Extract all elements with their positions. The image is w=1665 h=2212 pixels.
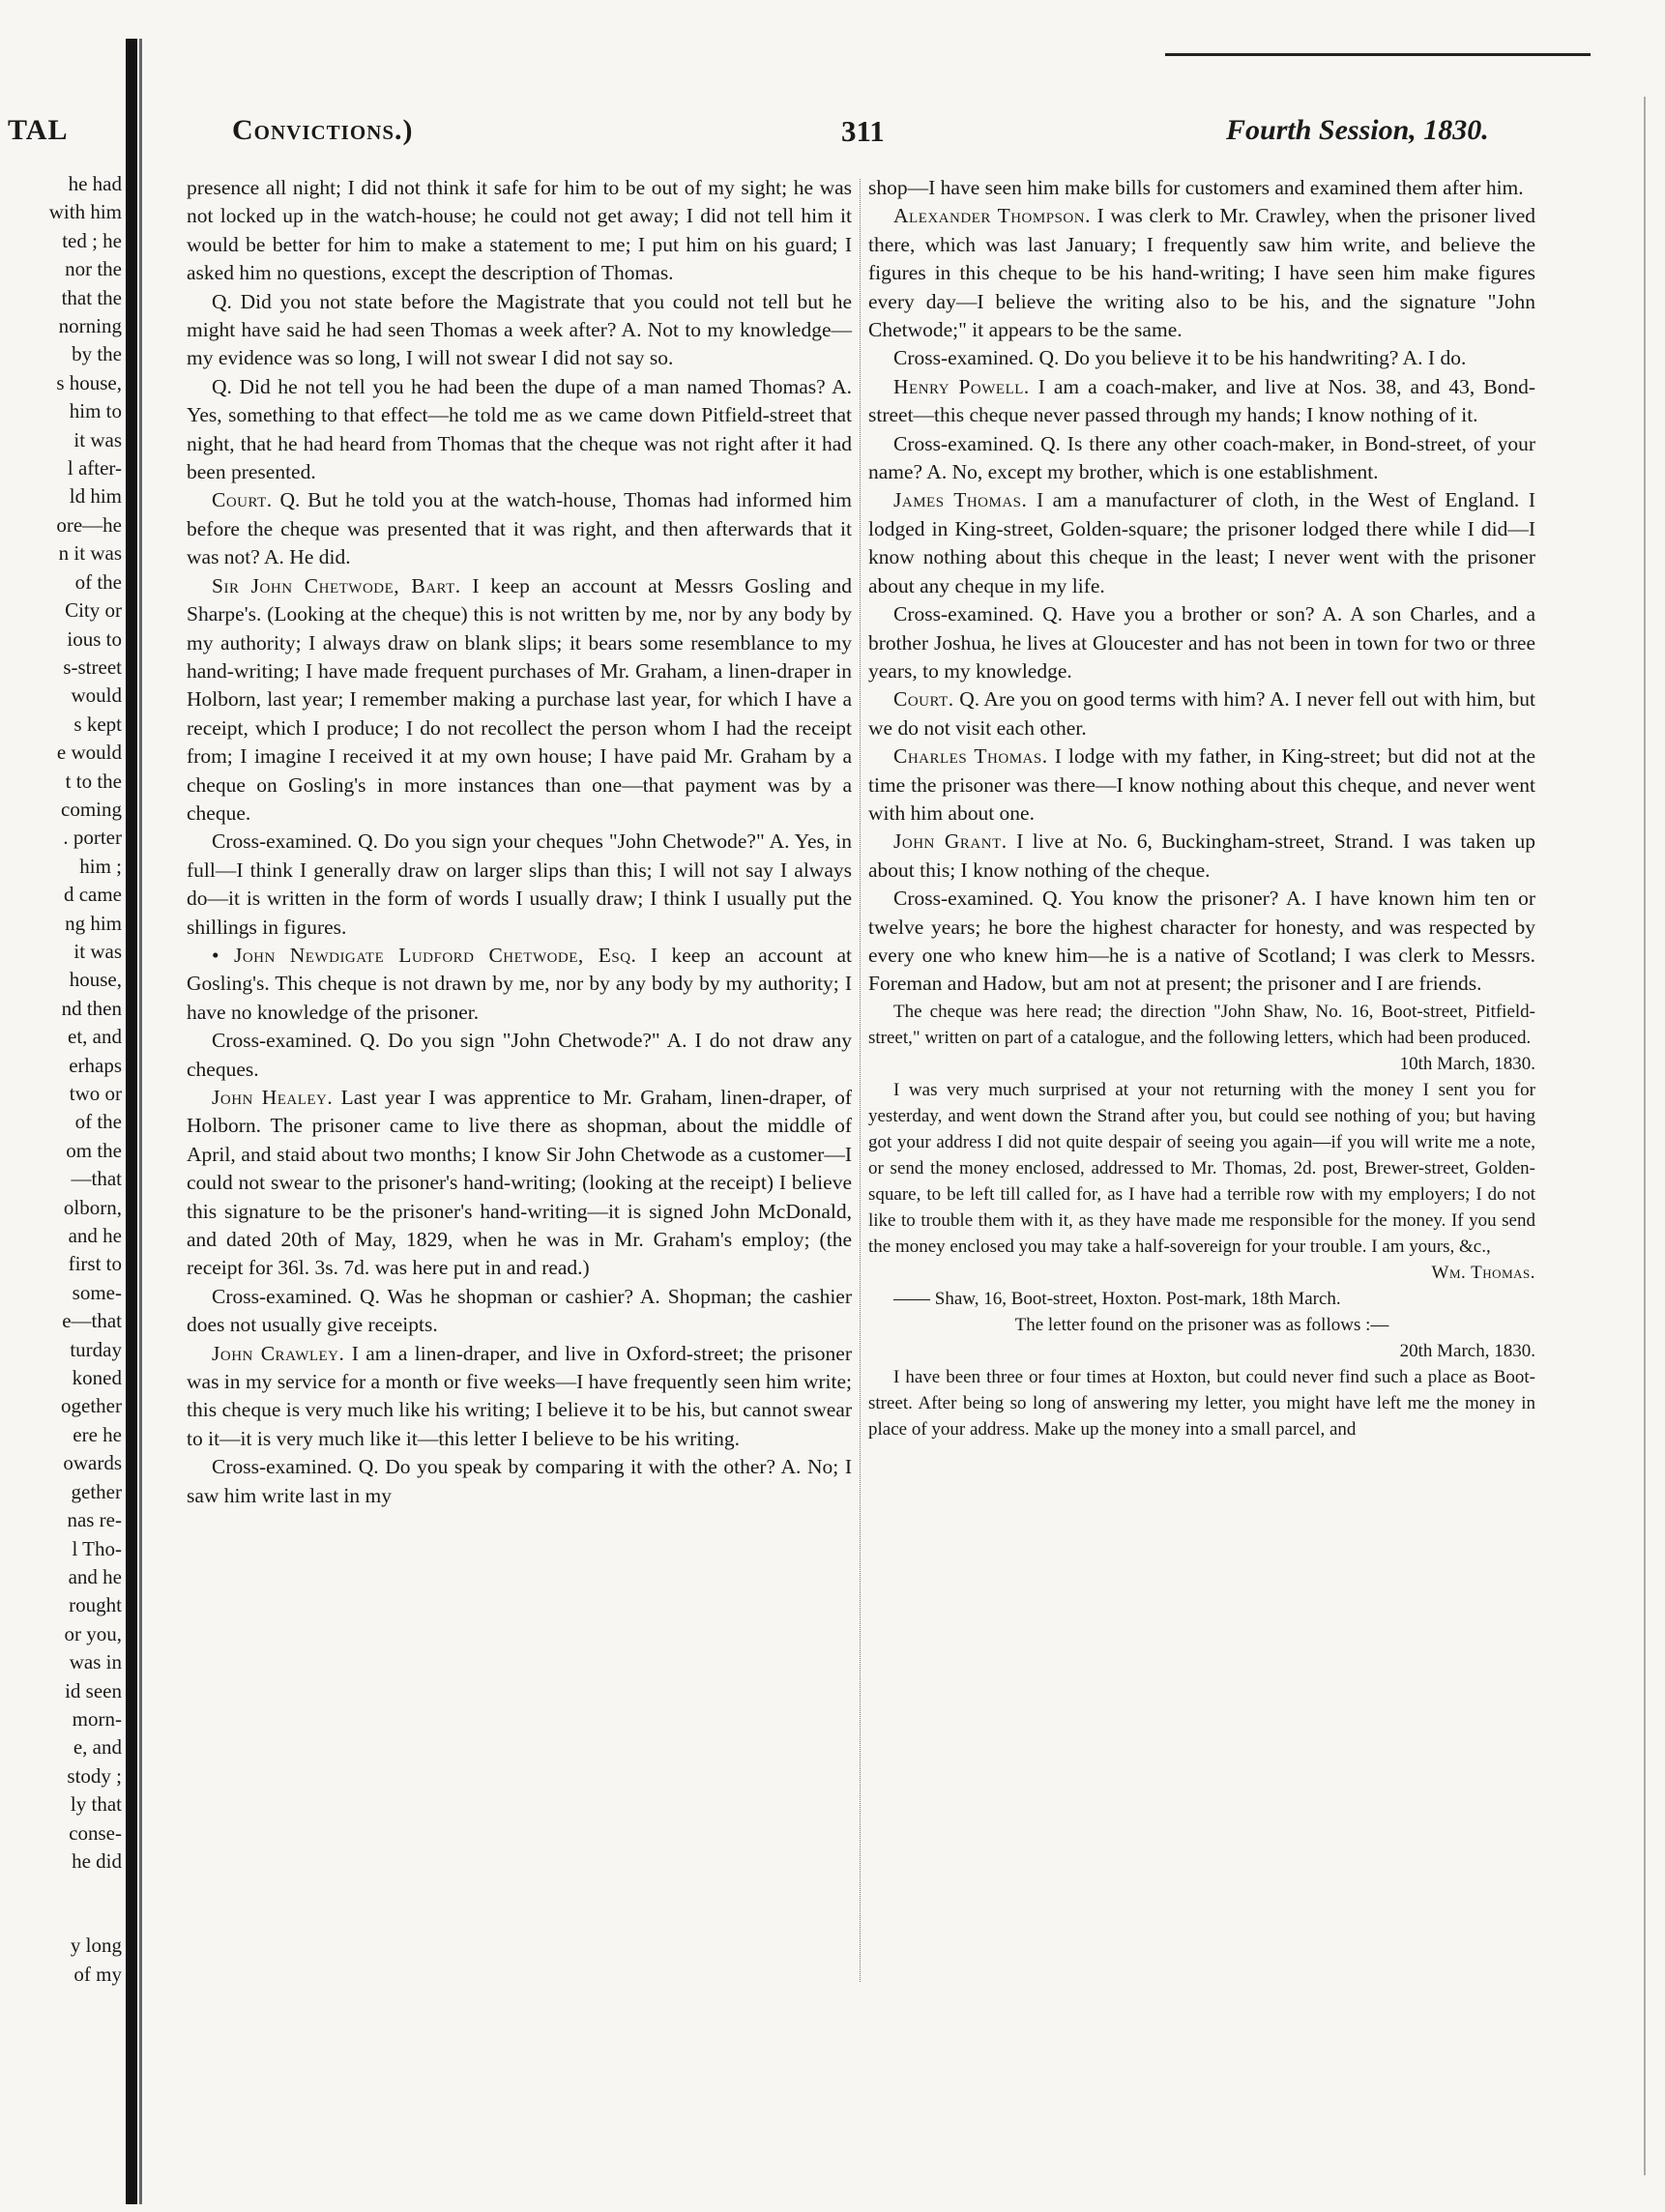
margin-line: was in xyxy=(69,1650,122,1674)
margin-line: with him xyxy=(48,200,122,224)
letter-body: I was very much surprised at your not returning with the money I sent you for yesterday, and went down the Strand after you, but could see nothing of you; but having got your address I did not quite despair of seeing you again—if you will write me a note, or send the money enclosed, addressed to Mr. Thomas, 2d. post, Brewer-street, Golden-square, to be left till called for, as I have had a terrible row with my employers; I do not like to trouble them with it, as they have made me responsible for the money. If you send the money enclosed you may take a half-sovereign for your trouble. I am yours, &c., xyxy=(868,1079,1535,1257)
margin-line: d came xyxy=(63,883,122,907)
margin-line: y long xyxy=(70,1934,122,1958)
testimony-text: I was clerk to Mr. Crawley, when the prisoner lived there, which was last January; I frequently saw him write, and believe the figures in this cheque to be his hand-writing; I have seen him make figures every day—I believe the writing also to be his, and the signature "John Chetwode;" it appears to be the same. xyxy=(868,204,1535,342)
margin-line: t to the xyxy=(65,769,122,793)
speaker-name: Sir John Chetwode, Bart. xyxy=(212,573,461,597)
paragraph: presence all night; I did not think it safe for him to be out of my sight; he was not locked up in the watch-house; he could not get away; I did not tell him it would be better for him to make a statement to me; I put him on his guard; I asked him no questions, except the description of Thomas. xyxy=(187,176,852,285)
margin-line: of my xyxy=(73,1962,122,1986)
page-number: 311 xyxy=(841,114,885,148)
margin-line: by the xyxy=(72,342,122,366)
speaker-name: Court. xyxy=(212,488,273,512)
paragraph: Cross-examined. Q. Is there any other coach-maker, in Bond-street, of your name? A. No, except my brother, which is one establishment. xyxy=(868,431,1535,484)
testimony-text: I am a coach-maker, and live at Nos. 38, and 43, Bond-street—this cheque never passed through my hands; I know nothing of it. xyxy=(868,374,1536,427)
paragraph xyxy=(868,685,1535,742)
margin-line: owards xyxy=(63,1451,122,1475)
paragraph xyxy=(868,742,1535,828)
margin-line: l Tho- xyxy=(72,1536,122,1560)
letter-body: I have been three or four times at Hoxton, but could never find such a place as Boot-street. After being so long of answering my letter, you might have left me the money in place of your address. Make up the money into a small parcel, and xyxy=(868,1366,1535,1440)
speaker-name: James Thomas. xyxy=(893,488,1028,512)
paragraph xyxy=(868,202,1535,344)
margin-line: two or xyxy=(69,1082,122,1105)
margin-line: some- xyxy=(72,1280,122,1304)
margin-line: gether xyxy=(71,1479,122,1503)
margin-line: of the xyxy=(74,1110,122,1134)
margin-line: om the xyxy=(66,1138,122,1162)
letter-signature: Wm. Thomas. xyxy=(1431,1262,1535,1283)
running-head-right: Fourth Session, 1830. xyxy=(1226,114,1489,146)
paragraph xyxy=(187,1084,852,1283)
paragraph: Cross-examined. Q. Do you believe it to be his handwriting? A. I do. xyxy=(893,346,1467,370)
paragraph: Cross-examined. Q. Was he shopman or cashier? A. Shopman; the cashier does not usually give receipts. xyxy=(187,1284,852,1337)
margin-line: and he xyxy=(68,1564,122,1588)
testimony-text: I am a linen-draper, and live in Oxford-street; the prisoner was in my service for a month or five weeks—I have frequently seen him write; this cheque is very much like his writing; I believe it to be his, but cannot swear to it—it is very much like it—this letter I believe to be his writing. xyxy=(187,1341,852,1450)
paragraph xyxy=(187,572,852,829)
margin-line: house, xyxy=(69,968,122,992)
margin-line: coming xyxy=(61,797,122,821)
margin-line: l after- xyxy=(67,456,122,480)
margin-line: ore—he xyxy=(56,512,122,537)
speaker-name: • John Newdigate Ludford Chetwode, Esq. xyxy=(212,943,637,967)
margin-line: ious to xyxy=(67,626,122,651)
page-binding-shadow xyxy=(126,39,137,2204)
margin-line: morn- xyxy=(72,1706,122,1731)
speaker-name: Charles Thomas. xyxy=(893,744,1048,769)
speaker-name: Henry Powell. xyxy=(893,374,1030,398)
paragraph xyxy=(187,486,852,571)
margin-line: e would xyxy=(56,741,122,765)
margin-line: conse- xyxy=(69,1820,122,1845)
margin-header-fragment: TAL xyxy=(8,114,69,146)
paragraph: Cross-examined. Q. Do you speak by comparing it with the other? A. No; I saw him write last in my xyxy=(187,1455,852,1507)
top-rule xyxy=(1165,53,1591,56)
speaker-name: John Crawley. xyxy=(212,1341,345,1365)
margin-line: City or xyxy=(65,598,122,623)
margin-line: erhaps xyxy=(69,1053,122,1077)
speaker-name: John Grant. xyxy=(893,830,1008,854)
margin-line: it was xyxy=(73,427,122,451)
margin-line: him to xyxy=(69,399,122,423)
running-head-left: Convictions.) xyxy=(232,114,414,146)
testimony-text: I live at No. 6, Buckingham-street, Strand. I was taken up about this; I know nothing of the cheque. xyxy=(868,830,1535,882)
margin-line: it was xyxy=(73,939,122,963)
paragraph: Cross-examined. Q. Have you a brother or son? A. A son Charles, and a brother Joshua, he lives at Gloucester and has not been in town for two or three years, to my knowledge. xyxy=(868,602,1535,683)
testimony-text: Q. Are you on good terms with him? A. I never fell out with him, but we do not visit each other. xyxy=(868,687,1536,740)
margin-gap xyxy=(6,1876,122,1932)
margin-line: n it was xyxy=(58,541,122,566)
right-column xyxy=(868,174,1535,1442)
paragraph xyxy=(868,373,1535,430)
column-divider xyxy=(860,179,861,1982)
note-paragraph: The letter found on the prisoner was as follows :— xyxy=(1014,1314,1389,1335)
paragraph: Q. Did you not state before the Magistrate that you could not tell but he might have said he had seen Thomas a week after? A. Not to my knowledge—my evidence was so long, I will not swear I did not say so. xyxy=(187,289,852,370)
paragraph xyxy=(187,942,852,1027)
left-column xyxy=(187,174,852,1510)
margin-line: turday xyxy=(70,1337,122,1361)
margin-line: id seen xyxy=(65,1678,122,1703)
testimony-text: I am a manufacturer of cloth, in the West of England. I lodged in King-street, Golden-square; the prisoner lodged there while I did—I know nothing about this cheque in the least; I never went with the prisoner about any cheque in my life. xyxy=(868,488,1535,597)
margin-line: and he xyxy=(68,1224,122,1248)
margin-line: stody ; xyxy=(67,1763,122,1788)
paragraph: Cross-examined. Q. Do you sign "John Chetwode?" A. I do not draw any cheques. xyxy=(187,1029,852,1081)
margin-line: . porter xyxy=(63,826,122,850)
paragraph xyxy=(187,1340,852,1454)
margin-line: koned xyxy=(72,1366,122,1390)
margin-line: norning xyxy=(58,314,122,338)
speaker-name: Court. xyxy=(893,687,954,712)
testimony-text: I lodge with my father, in King-street; but did not at the time the prisoner was there—I know nothing about this cheque, and never went with him about one. xyxy=(868,744,1535,825)
margin-line: ly that xyxy=(70,1792,122,1817)
testimony-text: Q. But he told you at the watch-house, Thomas had informed him before the cheque was presented that it was right, and then afterwards that it was not? A. He did. xyxy=(187,488,853,569)
paragraph xyxy=(868,828,1535,885)
margin-line: nas re- xyxy=(67,1508,122,1532)
letter-date: 20th March, 1830. xyxy=(1399,1340,1535,1361)
margin-line: ted ; he xyxy=(62,228,122,252)
paragraph: shop—I have seen him make bills for customers and examined them after him. xyxy=(868,176,1524,199)
margin-line: of the xyxy=(74,569,122,594)
margin-line: olborn, xyxy=(63,1195,122,1219)
margin-line: that the xyxy=(61,285,122,309)
paragraph: Cross-examined. Q. Do you sign your cheques "John Chetwode?" A. Yes, in full—I think I generally draw on larger slips than this; I will not say I always do—it is written in the form of words I usually draw; I think I usually put the shillings in figures. xyxy=(187,830,852,939)
margin-line: him ; xyxy=(79,854,122,878)
page-binding-edge xyxy=(139,39,142,2204)
previous-page-margin-text xyxy=(6,170,122,1989)
margin-line: he did xyxy=(72,1848,122,1873)
page-right-edge xyxy=(1644,97,1646,2175)
speaker-name: Alexander Thompson. xyxy=(893,204,1091,228)
margin-line: s-street xyxy=(63,655,122,679)
margin-line: ere he xyxy=(73,1422,122,1446)
margin-line: or you, xyxy=(64,1621,122,1645)
paragraph xyxy=(868,486,1535,600)
margin-line: ng him xyxy=(65,911,122,935)
margin-line: s house, xyxy=(56,370,122,394)
letter-address: —— Shaw, 16, Boot-street, Hoxton. Post-mark, 18th March. xyxy=(893,1288,1341,1309)
paragraph: Cross-examined. Q. You know the prisoner? A. I have known him ten or twelve years; he bore the highest character for honesty, and was respected by every one who knew him—he is a native of Scotland; I was clerk to Messrs. Foreman and Hadow, but am not at present; the prisoner and I are friends. xyxy=(868,887,1535,996)
margin-line: e, and xyxy=(73,1735,122,1760)
letter-date: 10th March, 1830. xyxy=(1399,1053,1535,1074)
margin-line: first to xyxy=(68,1252,122,1276)
margin-line: e—that xyxy=(62,1309,122,1333)
margin-line: s kept xyxy=(73,712,122,736)
note-paragraph: The cheque was here read; the direction "John Shaw, No. 16, Boot-street, Pitfield-street," written on part of a catalogue, and the following letters, which had been produced. xyxy=(868,1001,1535,1048)
margin-line: et, and xyxy=(68,1025,122,1049)
margin-line: he had xyxy=(68,172,122,195)
margin-line: nor the xyxy=(65,257,122,281)
margin-line: ogether xyxy=(61,1394,122,1418)
speaker-name: John Healey. xyxy=(212,1086,334,1109)
margin-line: rought xyxy=(69,1593,122,1617)
testimony-text: I keep an account at Messrs Gosling and Sharpe's. (Looking at the cheque) this is not written by me, nor by any body by my authority; I always draw on blank slips; it bears some resemblance to my hand-writing; I have made frequent purchases of Mr. Graham, a linen-draper in Holborn, last year; I remember making a purchase last year, for which I have a receipt, which I produce; I do not recollect the person whom I had the receipt from; I imagine I received it at my own house; I have paid Mr. Graham by a cheque on Gosling's in more instances than one—that payment was by a cheque. xyxy=(187,573,852,825)
margin-line: ld him xyxy=(69,484,122,509)
testimony-text: Last year I was apprentice to Mr. Graham, linen-draper, of Holborn. The prisoner came to live there as shopman, about the middle of April, and staid about two months; I know Sir John Chetwode as a customer—I could not swear to the prisoner's hand-writing; (looking at the receipt) I believe this signature to be the prisoner's hand-writing—it is signed John McDonald, and dated 20th of May, 1829, when he was in Mr. Graham's employ; (the receipt for 36l. 3s. 7d. was here put in and read.) xyxy=(187,1086,853,1280)
paragraph: Q. Did he not tell you he had been the dupe of a man named Thomas? A. Yes, something to that effect—he told me as we came down Pitfield-street that night, that he had heard from Thomas that the cheque was not right after it had been presented. xyxy=(187,374,852,484)
margin-line: would xyxy=(71,684,122,708)
testimony-text: I keep an account at Gosling's. This cheque is not drawn by me, nor by any body by my authority; I have no knowledge of the prisoner. xyxy=(187,943,853,1024)
margin-line: —that xyxy=(71,1167,122,1191)
margin-line: nd then xyxy=(61,996,122,1020)
